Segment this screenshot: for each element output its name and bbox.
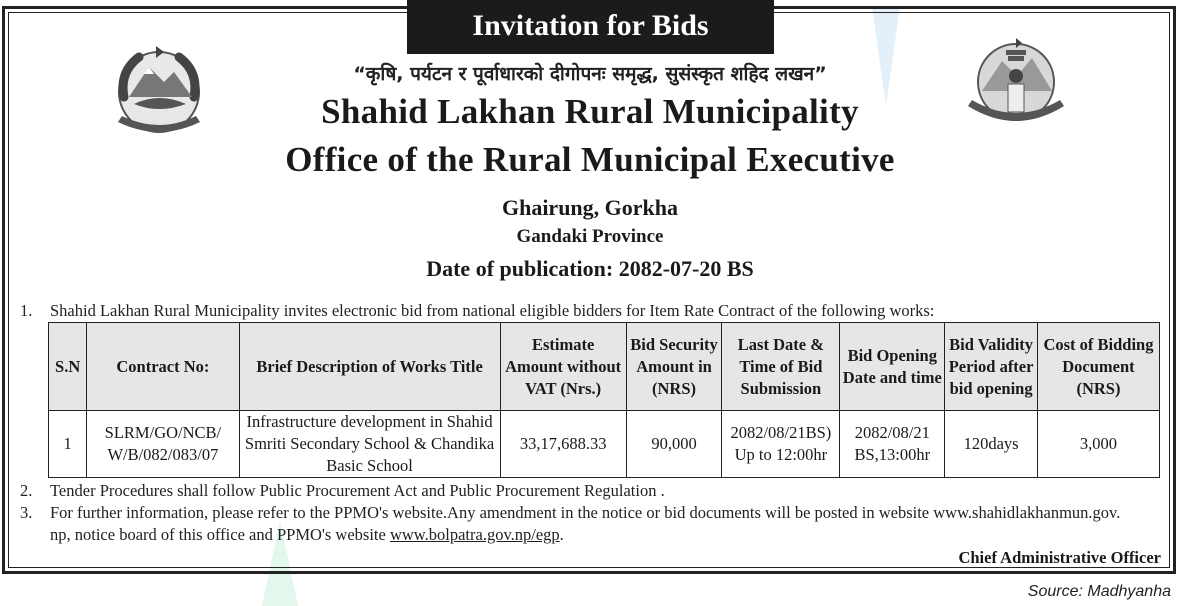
paragraph-number: 1. bbox=[20, 301, 33, 320]
paragraph-text-prefix: np, notice board of this office and PPMO's website bbox=[50, 525, 390, 544]
header-cost: Cost of Bidding Document (NRS) bbox=[1037, 323, 1159, 411]
header-bid-security: Bid Security Amount in (NRS) bbox=[626, 323, 722, 411]
paragraph-text: Tender Procedures shall follow Public Procurement Act and Public Procurement Regulation . bbox=[50, 481, 665, 500]
paragraph-number: 3. bbox=[20, 503, 33, 522]
cell-sn: 1 bbox=[49, 411, 87, 478]
cell-contract-no: SLRM/GO/NCB/ W/B/082/083/07 bbox=[87, 411, 239, 478]
office-name: Office of the Rural Municipal Executive bbox=[285, 140, 895, 179]
cell-cost: 3,000 bbox=[1037, 411, 1159, 478]
paragraph-number: 2. bbox=[20, 481, 33, 500]
header-description: Brief Description of Works Title bbox=[239, 323, 500, 411]
header-sn: S.N bbox=[49, 323, 87, 411]
paragraph-1 bbox=[20, 300, 1160, 322]
signature: Chief Administrative Officer bbox=[958, 548, 1161, 567]
cell-opening: 2082/08/21 BS,13:00hr bbox=[840, 411, 945, 478]
municipality-name: Shahid Lakhan Rural Municipality bbox=[321, 92, 859, 131]
source-credit: Source: Madhyanha bbox=[1027, 583, 1171, 600]
paragraph-text-suffix: . bbox=[559, 525, 564, 544]
paragraph-text-line2 bbox=[50, 524, 564, 546]
nepal-emblem-icon bbox=[104, 42, 214, 142]
publication-date: Date of publication: 2082-07-20 BS bbox=[426, 256, 754, 281]
header-contract-no: Contract No: bbox=[87, 323, 239, 411]
paragraph-2 bbox=[20, 480, 1160, 502]
cell-validity: 120days bbox=[945, 411, 1038, 478]
municipality-slogan: “कृषि, पर्यटन र पूर्वाधारको दीगोपनः समृद्ध, सुसंस्कृत शहिद लखन” bbox=[353, 63, 827, 85]
location: Ghairung, Gorkha bbox=[501, 195, 679, 220]
cell-last-date: 2082/08/21BS) Up to 12:00hr bbox=[722, 411, 840, 478]
header-last-date: Last Date & Time of Bid Submission bbox=[722, 323, 840, 411]
cell-description: Infrastructure development in Shahid Smriti Secondary School & Chandika Basic School bbox=[239, 411, 500, 478]
table-header-row bbox=[49, 323, 1160, 411]
paragraph-text-line1: For further information, please refer to the PPMO's website.Any amendment in the notice or bid documents will be posted in website www.shahidlakhanmun.gov. bbox=[50, 503, 1121, 522]
province: Gandaki Province bbox=[516, 226, 664, 247]
cell-bid-security: 90,000 bbox=[626, 411, 722, 478]
bolpatra-link[interactable]: www.bolpatra.gov.np/egp bbox=[389, 525, 560, 544]
header-validity: Bid Validity Period after bid opening bbox=[945, 323, 1038, 411]
bids-table bbox=[48, 322, 1160, 478]
table-row bbox=[49, 411, 1160, 478]
header-estimate: Estimate Amount without VAT (Nrs.) bbox=[500, 323, 626, 411]
paragraph-text: Shahid Lakhan Rural Municipality invites electronic bid from national eligible bidders for Item Rate Contract of the following works: bbox=[50, 301, 935, 320]
cell-estimate: 33,17,688.33 bbox=[500, 411, 626, 478]
paragraph-3 bbox=[20, 502, 1160, 546]
notice-title: Invitation for Bids bbox=[407, 0, 774, 54]
header-opening: Bid Opening Date and time bbox=[840, 323, 945, 411]
